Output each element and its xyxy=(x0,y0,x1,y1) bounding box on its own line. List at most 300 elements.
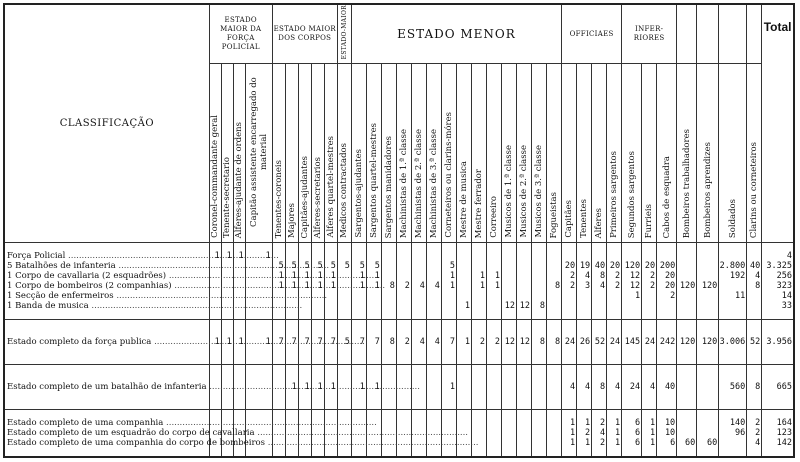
table-row xyxy=(4,261,794,271)
value-cell xyxy=(657,251,677,261)
value-cell: 6 xyxy=(622,418,642,428)
value-cell: 4 xyxy=(642,365,657,410)
column-header-label: Musicos de 1.ª classe xyxy=(503,145,514,238)
row-label-text: Estado completo da força publica ..... xyxy=(7,337,365,347)
value-cell xyxy=(337,291,351,301)
value-cell xyxy=(532,428,547,438)
row-label-text: 5 Batalhões de infanteria ..... xyxy=(7,261,329,271)
value-cell: 1 xyxy=(351,365,366,410)
column-header xyxy=(396,64,411,243)
value-cell xyxy=(337,251,351,261)
value-cell xyxy=(517,438,532,448)
value-cell: 1 xyxy=(272,271,285,281)
column-header-label: Sargentos quartel-mestres xyxy=(368,123,379,238)
column-header xyxy=(209,64,221,243)
spacer-cell xyxy=(209,243,221,252)
value-cell xyxy=(366,291,381,301)
column-header xyxy=(272,64,285,243)
spacer-cell xyxy=(547,410,562,419)
spacer-cell xyxy=(719,410,747,419)
spacer-cell xyxy=(622,410,642,419)
row-label xyxy=(4,320,209,365)
group-officiaes: OFFICIAES xyxy=(562,4,622,64)
row-label xyxy=(4,301,209,311)
value-cell xyxy=(311,251,324,261)
value-cell xyxy=(747,301,762,311)
value-cell: 1 xyxy=(351,281,366,291)
value-cell: 20 xyxy=(657,271,677,281)
column-header xyxy=(642,64,657,243)
group-estado-maior xyxy=(337,4,351,64)
spacer-cell xyxy=(233,243,245,252)
value-cell: 10 xyxy=(657,428,677,438)
value-cell xyxy=(456,271,471,281)
column-header xyxy=(747,64,762,243)
spacer-cell xyxy=(577,243,592,252)
value-cell xyxy=(456,281,471,291)
value-cell: 1 xyxy=(607,438,622,448)
value-cell: 24 xyxy=(642,320,657,365)
spacer-row xyxy=(4,243,794,252)
value-cell xyxy=(642,301,657,311)
spacer-cell xyxy=(471,243,486,252)
value-cell xyxy=(471,301,486,311)
spacer-cell xyxy=(337,448,351,457)
value-cell xyxy=(298,251,311,261)
value-cell: 24 xyxy=(607,320,622,365)
column-header-label: Clarins ou corneteiros xyxy=(749,141,760,238)
spacer-cell xyxy=(441,311,456,320)
spacer-cell xyxy=(426,311,441,320)
spacer-cell xyxy=(221,243,233,252)
spacer-cell xyxy=(471,410,486,419)
group-header-row xyxy=(4,4,794,64)
spacer-cell xyxy=(697,410,719,419)
value-cell xyxy=(607,251,622,261)
column-header-label: Majores xyxy=(286,203,297,238)
value-cell xyxy=(697,301,719,311)
value-cell: 120 xyxy=(697,281,719,291)
value-cell xyxy=(697,428,719,438)
value-cell: 1 xyxy=(233,251,245,261)
spacer-cell xyxy=(677,410,697,419)
value-cell xyxy=(285,251,298,261)
spacer-cell xyxy=(747,311,762,320)
value-cell: 8 xyxy=(381,281,396,291)
spacer-cell xyxy=(337,243,351,252)
value-cell: 7 xyxy=(285,320,298,365)
value-cell xyxy=(562,251,577,261)
value-cell xyxy=(426,251,441,261)
spacer-cell xyxy=(311,243,324,252)
value-cell: 1 xyxy=(456,301,471,311)
value-cell: 1 xyxy=(622,291,642,301)
table-row xyxy=(4,320,794,365)
value-cell: 8 xyxy=(547,281,562,291)
table-row xyxy=(4,301,794,311)
value-cell: 1 xyxy=(311,271,324,281)
value-cell: 24 xyxy=(622,365,642,410)
spacer-cell xyxy=(426,448,441,457)
group-blank xyxy=(697,4,719,64)
spacer-cell xyxy=(532,448,547,457)
value-cell: 1 xyxy=(486,281,501,291)
column-header-label: Primeiros sargentos xyxy=(609,151,620,238)
spacer-cell xyxy=(396,448,411,457)
column-header xyxy=(351,64,366,243)
value-cell: 2 xyxy=(396,320,411,365)
value-cell xyxy=(622,301,642,311)
value-cell: 1 xyxy=(245,251,272,261)
spacer-row xyxy=(4,410,794,419)
spacer-cell xyxy=(592,311,607,320)
column-header xyxy=(245,64,272,243)
row-label-text: 1 Corpo de bombeiros (2 companhias) ..... xyxy=(7,281,385,291)
value-cell: 120 xyxy=(677,281,697,291)
group-inferiores: INFER-RIORES xyxy=(622,4,677,64)
row-label xyxy=(4,291,209,301)
value-cell: 1 xyxy=(351,271,366,281)
spacer-cell xyxy=(351,410,366,419)
spacer-cell xyxy=(285,410,298,419)
value-cell xyxy=(697,251,719,261)
table-row xyxy=(4,365,794,410)
column-header xyxy=(285,64,298,243)
spacer-cell xyxy=(562,448,577,457)
value-cell: 7 xyxy=(298,320,311,365)
spacer-cell xyxy=(471,448,486,457)
value-cell xyxy=(486,428,501,438)
value-cell xyxy=(517,428,532,438)
spacer-cell xyxy=(324,243,337,252)
spacer-cell xyxy=(351,243,366,252)
value-cell xyxy=(471,418,486,428)
value-cell: 1 xyxy=(642,428,657,438)
value-cell: 242 xyxy=(657,320,677,365)
value-cell xyxy=(577,301,592,311)
value-cell xyxy=(426,261,441,271)
column-header xyxy=(426,64,441,243)
spacer-cell xyxy=(747,448,762,457)
spacer-cell xyxy=(426,410,441,419)
value-cell xyxy=(697,365,719,410)
value-cell xyxy=(396,271,411,281)
column-header-label: Musicos de 2.ª classe xyxy=(519,145,529,238)
group-estado-maior-label: ESTADO-MAIOR xyxy=(340,5,348,60)
value-cell xyxy=(697,291,719,301)
spacer-cell xyxy=(209,448,221,457)
value-cell xyxy=(677,291,697,301)
spacer-cell xyxy=(366,410,381,419)
column-header-label: Tenente-secretario xyxy=(222,157,233,238)
value-cell: 1 xyxy=(298,281,311,291)
column-header-label: Bombeiros trabalhadores xyxy=(681,128,692,238)
value-cell xyxy=(337,301,351,311)
value-cell: 4 xyxy=(747,271,762,281)
value-cell xyxy=(677,418,697,428)
value-cell: 8 xyxy=(532,320,547,365)
spacer-cell xyxy=(337,410,351,419)
group-blank xyxy=(719,4,747,64)
table-row xyxy=(4,438,794,448)
value-cell: 4 xyxy=(747,438,762,448)
value-cell xyxy=(547,365,562,410)
spacer-cell xyxy=(607,410,622,419)
value-cell xyxy=(426,271,441,281)
spacer-cell xyxy=(396,243,411,252)
value-cell xyxy=(677,428,697,438)
value-cell: 4 xyxy=(411,320,426,365)
spacer-cell xyxy=(337,311,351,320)
spacer-cell xyxy=(381,311,396,320)
value-cell xyxy=(351,251,366,261)
value-cell xyxy=(381,291,396,301)
value-cell xyxy=(381,251,396,261)
column-header xyxy=(719,64,747,243)
value-cell xyxy=(719,438,747,448)
value-cell xyxy=(324,301,337,311)
row-total-cell: 3.956 xyxy=(762,320,794,365)
total-header: Total xyxy=(762,4,794,243)
value-cell: 1 xyxy=(298,271,311,281)
value-cell xyxy=(411,271,426,281)
spacer-cell xyxy=(642,410,657,419)
spacer-cell xyxy=(324,311,337,320)
spacer-cell xyxy=(298,410,311,419)
value-cell xyxy=(719,251,747,261)
spacer-cell xyxy=(562,410,577,419)
value-cell: 4 xyxy=(426,281,441,291)
value-cell xyxy=(642,251,657,261)
spacer-cell xyxy=(381,410,396,419)
table-row xyxy=(4,418,794,428)
value-cell xyxy=(532,261,547,271)
value-cell: 5 xyxy=(324,261,337,271)
value-cell: 12 xyxy=(622,281,642,291)
spacer-cell xyxy=(501,448,516,457)
spacer-cell xyxy=(677,448,697,457)
value-cell: 1 xyxy=(285,365,298,410)
spacer-cell xyxy=(272,448,285,457)
value-cell xyxy=(747,251,762,261)
spacer-cell xyxy=(233,311,245,320)
spacer-cell xyxy=(441,448,456,457)
column-header-label: Correeiro xyxy=(488,196,499,238)
value-cell: 1 xyxy=(324,365,337,410)
value-cell: 2 xyxy=(607,281,622,291)
value-cell: 1 xyxy=(562,438,577,448)
value-cell xyxy=(517,365,532,410)
value-cell xyxy=(486,251,501,261)
column-header-label: Medicos contractados xyxy=(339,143,350,238)
value-cell: 7 xyxy=(272,320,285,365)
spacer-cell xyxy=(622,243,642,252)
row-label-text: Estado completo de uma companhia do corpo de bombeiros ..... xyxy=(7,438,478,448)
value-cell xyxy=(577,291,592,301)
value-cell: 1 xyxy=(642,438,657,448)
spacer-cell xyxy=(441,410,456,419)
row-total-cell: 4 xyxy=(762,251,794,261)
value-cell xyxy=(501,291,516,301)
value-cell: 5 xyxy=(441,261,456,271)
value-cell xyxy=(396,301,411,311)
spacer-cell xyxy=(501,243,516,252)
value-cell: 1 xyxy=(233,320,245,365)
value-cell: 1 xyxy=(311,365,324,410)
value-cell: 2 xyxy=(471,320,486,365)
spacer-cell xyxy=(245,311,272,320)
row-label-text: Estado completo de um esquadrão do corpo de cavallaria ..... xyxy=(7,428,468,438)
value-cell: 1 xyxy=(486,271,501,281)
value-cell: 5 xyxy=(351,261,366,271)
value-cell: 40 xyxy=(657,365,677,410)
spacer-cell xyxy=(245,448,272,457)
value-cell xyxy=(426,418,441,428)
value-cell: 20 xyxy=(562,261,577,271)
spacer-cell xyxy=(517,410,532,419)
row-total-cell: 142 xyxy=(762,438,794,448)
column-header-label: Machinistas de 2.ª classe xyxy=(413,128,424,238)
value-cell xyxy=(486,291,501,301)
spacer-cell xyxy=(607,311,622,320)
value-cell: 1 xyxy=(221,251,233,261)
spacer-cell xyxy=(762,448,794,457)
spacer-cell xyxy=(233,410,245,419)
value-cell: 200 xyxy=(657,261,677,271)
value-cell xyxy=(517,251,532,261)
value-cell: 1 xyxy=(642,418,657,428)
row-label xyxy=(4,271,209,281)
spacer-cell xyxy=(381,243,396,252)
value-cell xyxy=(501,281,516,291)
value-cell: 1 xyxy=(577,438,592,448)
value-cell xyxy=(486,365,501,410)
value-cell: 5 xyxy=(272,261,285,271)
value-cell: 2 xyxy=(562,271,577,281)
spacer-cell xyxy=(233,448,245,457)
row-label xyxy=(4,281,209,291)
value-cell: 1 xyxy=(324,281,337,291)
spacer-row xyxy=(4,311,794,320)
value-cell: 5 xyxy=(298,261,311,271)
column-header xyxy=(298,64,311,243)
value-cell: 60 xyxy=(677,438,697,448)
value-cell: 20 xyxy=(657,281,677,291)
column-header xyxy=(577,64,592,243)
value-cell: 1 xyxy=(562,428,577,438)
value-cell xyxy=(471,291,486,301)
spacer-cell xyxy=(381,448,396,457)
value-cell: 1 xyxy=(441,281,456,291)
value-cell xyxy=(471,365,486,410)
value-cell: 1 xyxy=(298,365,311,410)
value-cell: 60 xyxy=(697,438,719,448)
row-label-text: Estado completo de um batalhão de infanteria ..... xyxy=(7,382,420,392)
value-cell xyxy=(532,365,547,410)
spacer-cell xyxy=(719,448,747,457)
spacer-cell xyxy=(311,311,324,320)
value-cell: 3.006 xyxy=(719,320,747,365)
column-header-label: Machinistas de 1.ª classe xyxy=(398,128,409,238)
spacer-cell xyxy=(562,311,577,320)
value-cell: 20 xyxy=(642,261,657,271)
spacer-cell xyxy=(697,311,719,320)
spacer-cell xyxy=(642,243,657,252)
value-cell xyxy=(396,291,411,301)
spacer-cell xyxy=(657,311,677,320)
value-cell: 8 xyxy=(592,271,607,281)
row-label xyxy=(4,261,209,271)
value-cell: 5 xyxy=(337,320,351,365)
value-cell: 8 xyxy=(592,365,607,410)
column-header-label: Tenentes xyxy=(579,199,590,238)
spacer-cell xyxy=(657,410,677,419)
value-cell: 2 xyxy=(607,271,622,281)
value-cell: 1 xyxy=(607,418,622,428)
column-header xyxy=(456,64,471,243)
spacer-row xyxy=(4,448,794,457)
value-cell xyxy=(351,301,366,311)
spacer-cell xyxy=(471,311,486,320)
spacer-cell xyxy=(747,243,762,252)
column-header xyxy=(324,64,337,243)
column-header-label: Alferes quartel-mestres xyxy=(325,136,336,238)
group-estado-maior-corpos: ESTADO MAIOR DOS CORPOS xyxy=(272,4,337,64)
column-header xyxy=(381,64,396,243)
value-cell: 7 xyxy=(441,320,456,365)
value-cell xyxy=(517,291,532,301)
spacer-cell xyxy=(697,448,719,457)
spacer-cell xyxy=(592,448,607,457)
value-cell xyxy=(547,418,562,428)
value-cell: 3 xyxy=(577,281,592,291)
column-header-label: Sargentos manidadores xyxy=(383,135,394,238)
value-cell: 11 xyxy=(719,291,747,301)
row-label-text: 1 Banda de musica ..... xyxy=(7,301,302,311)
spacer-cell xyxy=(311,448,324,457)
spacer-cell xyxy=(762,243,794,252)
value-cell: 120 xyxy=(697,320,719,365)
value-cell: 8 xyxy=(532,301,547,311)
value-cell xyxy=(547,301,562,311)
value-cell xyxy=(486,261,501,271)
row-total-cell: 14 xyxy=(762,291,794,301)
value-cell: 12 xyxy=(517,301,532,311)
spacer-cell xyxy=(547,243,562,252)
value-cell xyxy=(677,365,697,410)
spacer-cell xyxy=(221,448,233,457)
value-cell: 26 xyxy=(577,320,592,365)
value-cell xyxy=(441,291,456,301)
value-cell xyxy=(396,261,411,271)
spacer-cell xyxy=(577,410,592,419)
value-cell xyxy=(517,418,532,428)
spacer-cell xyxy=(366,311,381,320)
spacer-cell xyxy=(532,243,547,252)
value-cell xyxy=(441,301,456,311)
value-cell xyxy=(719,281,747,291)
value-cell: 1 xyxy=(456,320,471,365)
spacer-cell xyxy=(4,311,209,320)
value-cell xyxy=(486,438,501,448)
column-header xyxy=(221,64,233,243)
value-cell xyxy=(532,291,547,301)
value-cell: 7 xyxy=(324,320,337,365)
spacer-cell xyxy=(532,311,547,320)
table-row xyxy=(4,251,794,261)
value-cell: 40 xyxy=(747,261,762,271)
column-header-label: Furrieis xyxy=(644,203,655,238)
